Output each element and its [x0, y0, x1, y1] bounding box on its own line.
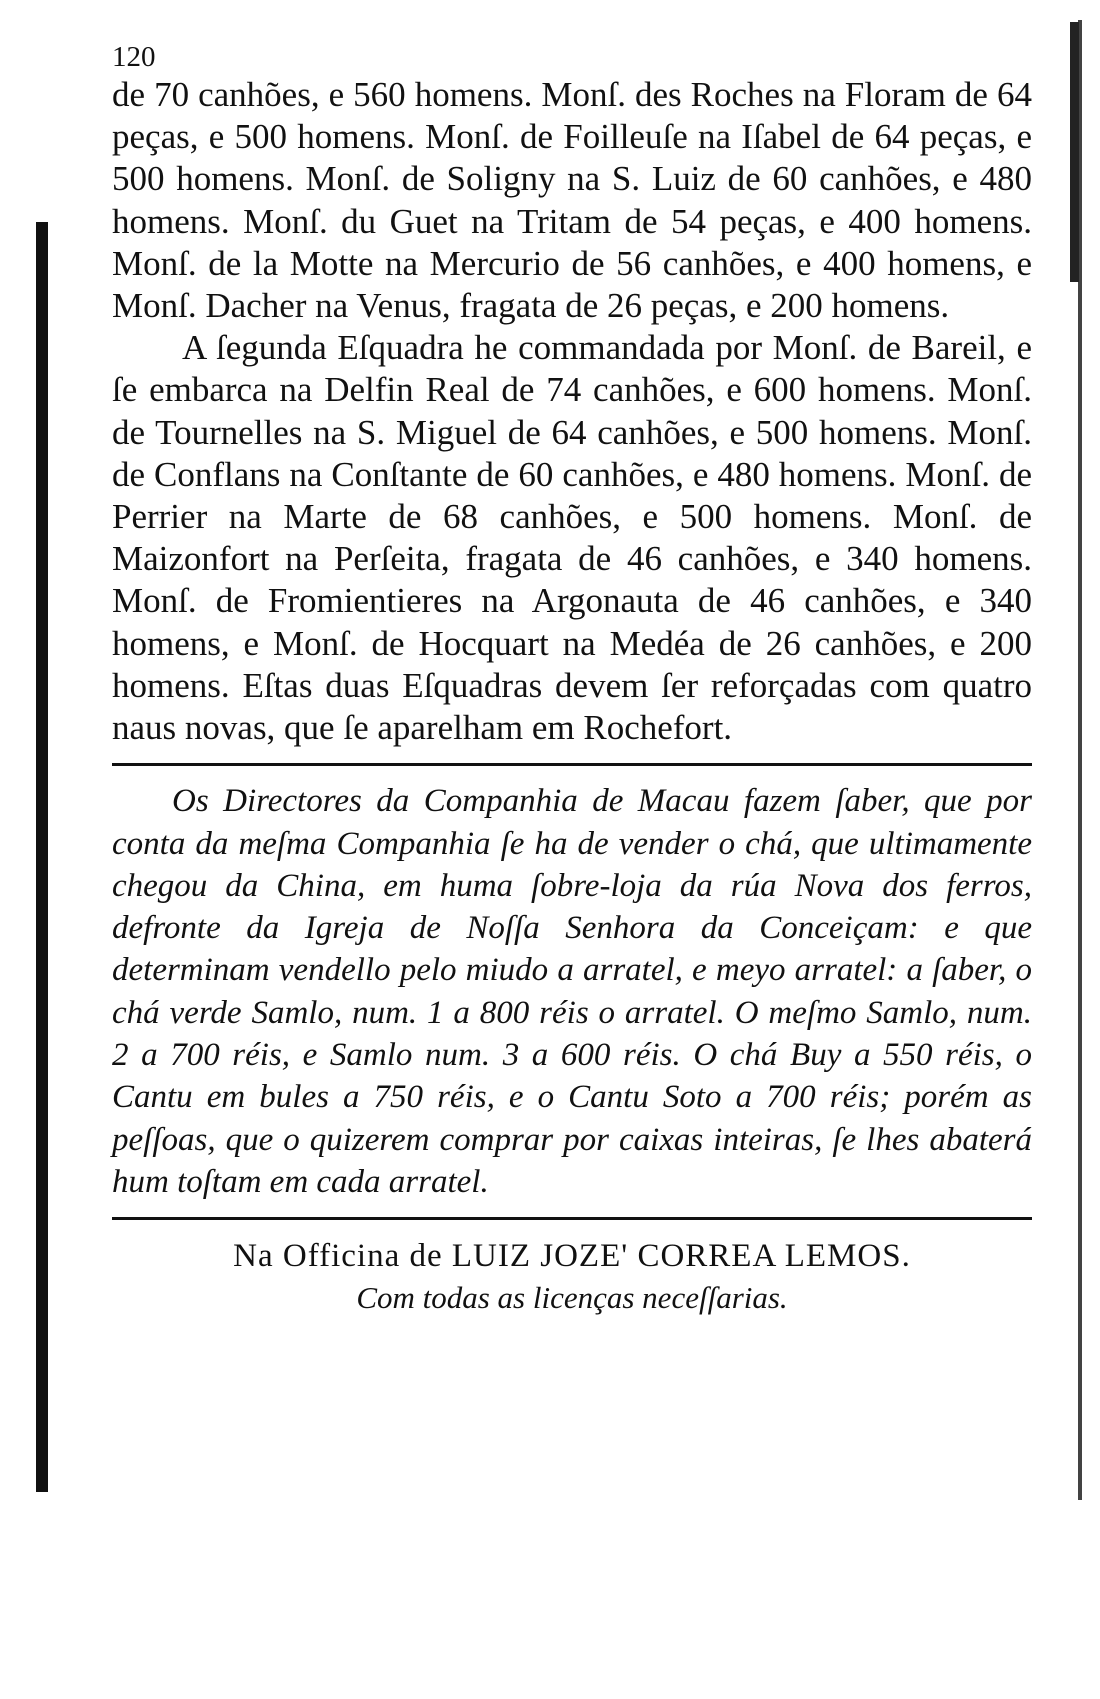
page-edge-shadow-right: [1078, 20, 1082, 1500]
tea-sale-notice: [112, 780, 1032, 1203]
fleet-paragraph-second-squadron: A ſegunda Eſquadra he commandada por Monſ. de Bareil, e ſe embarca na Delfin Real de 74 canhões, e 600 homens. Monſ. de Tournelles na S. Miguel de 64 canhões, e 500 homens. Monſ. de Conflans na Conſtante de 60 canhões, e 480 homens. Monſ. de Perrier na Marte de 68 canhões, e 500 homens. Monſ. de Maizonfort na Perſeita, fragata de 46 canhões, e 340 homens. Monſ. de Fromientieres na Argonauta de 46 canhões, e 340 homens, e Monſ. de Hocquart na Medéa de 26 canhões, e 200 homens. Eſtas duas Eſquadras devem ſer reforçadas com quatro naus novas, que ſe aparelham em Rochefort.: [112, 328, 1032, 748]
section-divider-bottom: [112, 1217, 1032, 1220]
licence-line: Com todas as licenças neceſſarias.: [356, 1280, 788, 1316]
section-divider-top: [112, 763, 1032, 766]
fleet-paragraph-first-squadron: de 70 canhões, e 560 homens. Monſ. des Roches na Floram de 64 peças, e 500 homens. Monſ. de Foilleuſe na Iſabel de 64 peças, e 500 homens. Monſ. de Soligny na S. Luiz de 60 canhões, e 480 homens. Monſ. du Guet na Tritam de 54 peças, e 400 homens. Monſ. de la Motte na Mercurio de 56 canhões, e 400 homens, e Monſ. Dacher na Venus, fragata de 26 peças, e 200 homens.: [112, 75, 1032, 326]
imprint: [112, 1234, 1032, 1318]
tea-sale-notice-text: Os Directores da Companhia de Macau fazem ſaber, que por conta da meſma Companhia ſe ha de vender o chá, que ultimamente chegou da China, em huma ſobre-loja da rúa Nova dos ferros, defronte da Igreja de Noſſa Senhora da Conceiçam: e que determinam vendello pelo miudo a arratel, e meyo arratel: a ſaber, o chá verde Samlo, num. 1 a 800 réis o arratel. O meſmo Samlo, num. 2 a 700 réis, e Samlo num. 3 a 600 réis. O chá Buy a 550 réis, o Cantu em bules a 750 réis, e o Cantu Soto a 700 réis; porém as peſſoas, que o quizerem comprar por caixas inteiras, ſe lhes abaterá hum toſtam em cada arratel.: [112, 783, 1032, 1200]
fleet-report: [112, 74, 1032, 749]
page-edge-shadow-left: [36, 222, 48, 1492]
page-number: 120: [112, 41, 156, 73]
printed-page: [112, 40, 1032, 1318]
printer-line: Na Officina de LUIZ JOZE' CORREA LEMOS.: [233, 1238, 911, 1275]
